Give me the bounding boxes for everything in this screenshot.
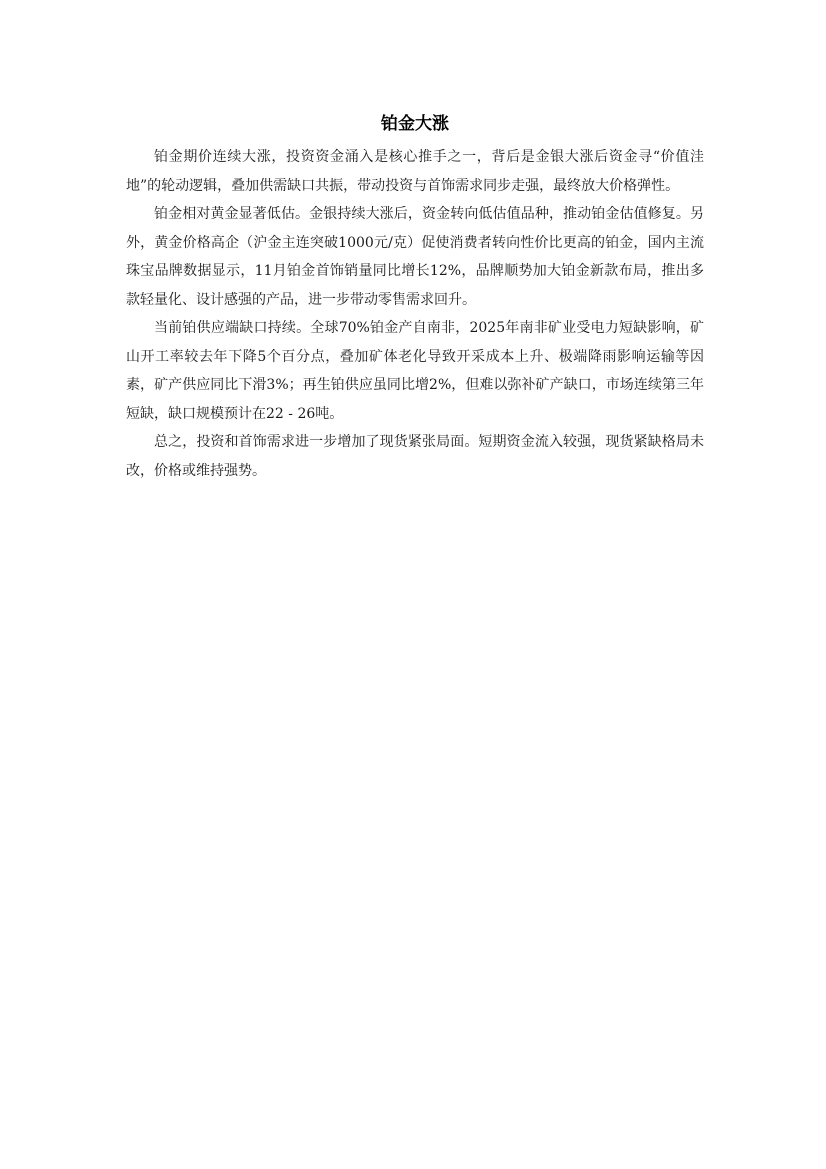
paragraph-supply-gap: 当前铂供应端缺口持续。全球70%铂金产自南非，2025年南非矿业受电力短缺影响，矿山开工率较去年下降5个百分点，叠加矿体老化导致开采成本上升、极端降雨影响运输等因素，矿产供应同比下滑3%；再生铂供应虽同比增2%，但难以弥补矿产缺口，市场连续第三年短缺，缺口规模预计在22 - 26吨。 bbox=[126, 320, 704, 422]
document-title: 铂金大涨 bbox=[381, 114, 449, 134]
paragraph-conclusion: 总之，投资和首饰需求进一步增加了现货紧张局面。短期资金流入较强，现货紧缺格局未改，价格或维持强势。 bbox=[126, 434, 704, 479]
paragraph-investment-demand: 铂金期价连续大涨，投资资金涌入是核心推手之一，背后是金银大涨后资金寻“价值洼地”的轮动逻辑，叠加供需缺口共振，带动投资与首饰需求同步走强，最终放大价格弹性。 bbox=[126, 149, 704, 194]
paragraph-valuation: 铂金相对黄金显著低估。金银持续大涨后，资金转向低估值品种，推动铂金估值修复。另外，黄金价格高企（沪金主连突破1000元/克）促使消费者转向性价比更高的铂金，国内主流珠宝品牌数据显示，11月铂金首饰销量同比增长12%，品牌顺势加大铂金新款布局，推出多款轻量化、设计感强的产品，进一步带动零售需求回升。 bbox=[126, 206, 704, 308]
document-body bbox=[126, 109, 704, 485]
